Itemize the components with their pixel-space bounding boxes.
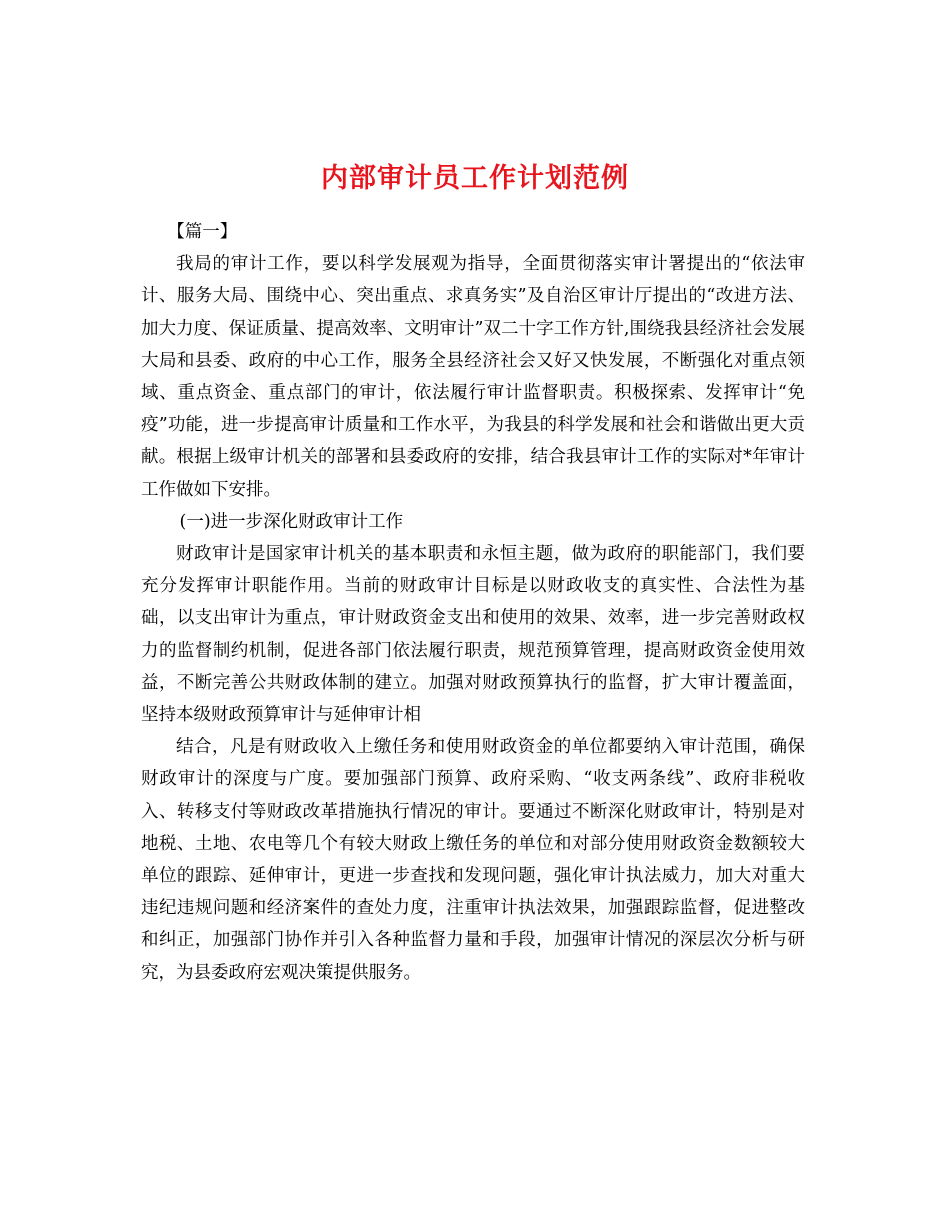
paragraph-fiscal-audit-continued: 结合，凡是有财政收入上缴任务和使用财政资金的单位都要纳入审计范围，确保财政审计的深度与广度。要加强部门预算、政府采购、“收支两条线”、政府非税收入、转移支付等财政改革措施执行情况的审计。要通过不断深化财政审计，特别是对地税、土地、农电等几个有较大财政上缴任务的单位和对部分使用财政资金数额较大单位的跟踪、延伸审计，更进一步查找和发现问题，强化审计执法威力，加大对重大违纪违规问题和经济案件的查处力度，注重审计执法效果，加强跟踪监督，促进整改和纠正，加强部门协作并引入各种监督力量和手段，加强审计情况的深层次分析与研究，为县委政府宏观决策提供服务。 <box>141 737 805 983</box>
section-heading: (一)进一步深化财政审计工作 <box>179 511 404 532</box>
paragraph-intro: 我局的审计工作，要以科学发展观为指导，全面贯彻落实审计署提出的“依法审计、服务大局、围绕中心、突出重点、求真务实”及自治区审计厅提出的“改进方法、加大力度、保证质量、提高效率、文明审计”双二十字工作方针,围绕我县经济社会发展大局和县委、政府的中心工作，服务全县经济社会又好又快发展，不断强化对重点领域、重点资金、重点部门的审计，依法履行审计监督职责。积极探索、发挥审计“免疫”功能，进一步提高审计质量和工作水平，为我县的科学发展和社会和谐做出更大贡献。根据上级审计机关的部署和县委政府的安排，结合我县审计工作的实际对*年审计工作做如下安排。 <box>141 254 805 500</box>
paragraph-fiscal-audit: 财政审计是国家审计机关的基本职责和永恒主题，做为政府的职能部门，我们要充分发挥审计职能作用。当前的财政审计目标是以财政收支的真实性、合法性为基础，以支出审计为重点，审计财政资金支出和使用的效果、效率，进一步完善财政权力的监督制约机制，促进各部门依法履行职责，规范预算管理，提高财政资金使用效益，不断完善公共财政体制的建立。加强对财政预算执行的监督，扩大审计覆盖面，坚持本级财政预算审计与延伸审计相 <box>141 544 805 726</box>
document-title: 内部审计员工作计划范例 <box>321 163 629 195</box>
section-label: 【篇一】 <box>167 222 238 242</box>
document-body <box>141 216 805 989</box>
